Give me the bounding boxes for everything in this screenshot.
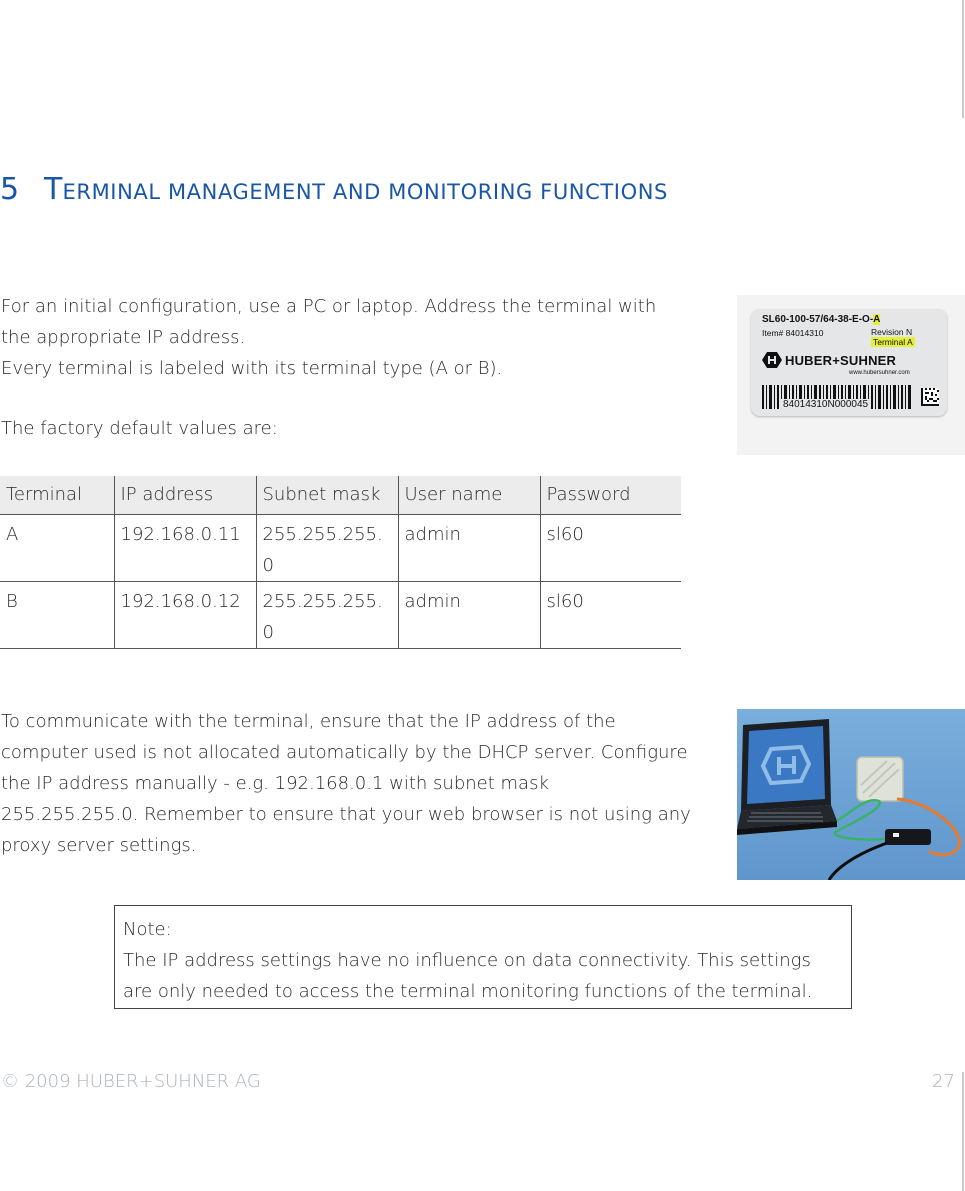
label-item: Item# 84014310 (762, 328, 824, 338)
right-margin-rule (962, 1072, 964, 1191)
cell-terminal: A (0, 514, 114, 581)
footer-copyright: © 2009 HUBER+SUHNER AG (1, 1071, 261, 1092)
label-terminal: Terminal A (873, 337, 913, 347)
chapter-title-initial: T (44, 172, 63, 207)
cell-password: sl60 (540, 581, 681, 648)
cell-ip-address: 192.168.0.11 (114, 514, 256, 581)
laptop-terminal-setup-photo (737, 709, 965, 880)
defaults-intro: The factory default values are: (1, 418, 278, 439)
chapter-number: 5 (0, 172, 20, 207)
label-model (762, 314, 880, 325)
label-website: www.hubersuhner.com (849, 370, 910, 376)
label-revision: Revision N (871, 327, 913, 337)
note-title: Note: (123, 919, 172, 940)
cell-user-name: admin (398, 514, 540, 581)
column-header-password: Password (540, 476, 681, 514)
column-header-user-name: User name (398, 476, 540, 514)
cell-ip-address: 192.168.0.12 (114, 581, 256, 648)
intro-paragraph (1, 291, 691, 384)
communication-paragraph: To communicate with the terminal, ensure that the IP address of the computer used is not allocated automatically by the DHCP server. Configure the IP address manually - e.g. 192.168.0.1 with subnet mask 255.255.255.0. Remember to ensure that your web browser is not using any proxy server settings. (1, 711, 691, 856)
terminal-label-photo (737, 295, 965, 455)
label-serial: 84014310N000045 (783, 399, 869, 410)
intro-line-2: Every terminal is labeled with its terminal type (A or B). (1, 358, 503, 379)
note-box (114, 905, 852, 1009)
datamatrix-icon (921, 388, 939, 406)
column-header-subnet-mask: Subnet mask (256, 476, 398, 514)
label-brand: HUBER+SUHNER (785, 353, 897, 368)
chapter-title (0, 172, 668, 207)
cell-password: sl60 (540, 514, 681, 581)
page-number: 27 (932, 1071, 955, 1092)
column-header-terminal: Terminal (0, 476, 114, 514)
column-header-ip-address: IP address (114, 476, 256, 514)
note-text: The IP address settings have no influence on data connectivity. This settings are only needed to access the terminal monitoring functions of the terminal. (123, 950, 813, 1002)
intro-line-1: For an initial configuration, use a PC or laptop. Address the terminal with the appropriate IP address. (1, 296, 657, 348)
hubersuhner-logo-icon (762, 351, 782, 369)
table-header-row (0, 476, 681, 514)
cell-user-name: admin (398, 581, 540, 648)
cell-subnet-mask: 255.255.255.0 (256, 514, 398, 581)
label-model-suffix: A (873, 314, 881, 325)
factory-defaults-table (0, 476, 681, 649)
chapter-title-rest: ERMINAL MANAGEMENT AND MONITORING FUNCTIONS (62, 180, 668, 204)
table-row (0, 514, 681, 581)
right-margin-rule (962, 0, 964, 118)
cell-terminal: B (0, 581, 114, 648)
terminal-label (751, 309, 947, 416)
cell-subnet-mask: 255.255.255.0 (256, 581, 398, 648)
laptop-setup-illustration (737, 709, 965, 880)
label-model-prefix: SL60-100-57/64-38-E-O- (762, 314, 874, 325)
table-row (0, 581, 681, 648)
